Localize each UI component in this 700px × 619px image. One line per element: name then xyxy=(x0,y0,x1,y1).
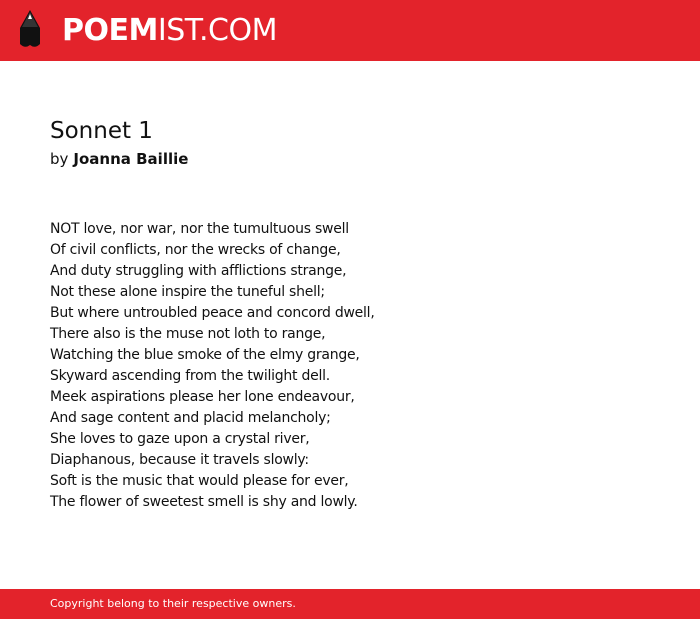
pencil-icon[interactable] xyxy=(18,10,42,52)
byline xyxy=(50,148,188,170)
poem-line: She loves to gaze upon a crystal river, xyxy=(50,431,310,447)
poem-line: Of civil conflicts, nor the wrecks of change, xyxy=(50,242,341,258)
poem-body xyxy=(50,219,375,513)
poem-line: And duty struggling with afflictions strange, xyxy=(50,263,347,279)
poem-line: There also is the muse not loth to range, xyxy=(50,326,326,342)
logo-text-bold: POEM xyxy=(62,13,158,48)
site-logo[interactable] xyxy=(62,13,277,49)
poem-line: Skyward ascending from the twilight dell. xyxy=(50,368,330,384)
poem-line: Not these alone inspire the tuneful shell; xyxy=(50,284,325,300)
poem-line: NOT love, nor war, nor the tumultuous swell xyxy=(50,221,349,237)
site-footer xyxy=(0,589,700,619)
poem-line: And sage content and placid melancholy; xyxy=(50,410,331,426)
by-label: by xyxy=(50,150,69,168)
poem-line: Watching the blue smoke of the elmy grange, xyxy=(50,347,360,363)
author-name[interactable]: Joanna Baillie xyxy=(73,150,189,168)
poem-line: The flower of sweetest smell is shy and lowly. xyxy=(50,494,358,510)
poem-line: Meek aspirations please her lone endeavour, xyxy=(50,389,355,405)
poem-title: Sonnet 1 xyxy=(50,118,153,144)
poem-line: Soft is the music that would please for ever, xyxy=(50,473,349,489)
site-header xyxy=(0,0,700,61)
copyright-text: Copyright belong to their respective owners. xyxy=(50,597,296,610)
poem-line: Diaphanous, because it travels slowly: xyxy=(50,452,309,468)
logo-text-light: IST.COM xyxy=(157,13,277,48)
poem-line: But where untroubled peace and concord dwell, xyxy=(50,305,375,321)
